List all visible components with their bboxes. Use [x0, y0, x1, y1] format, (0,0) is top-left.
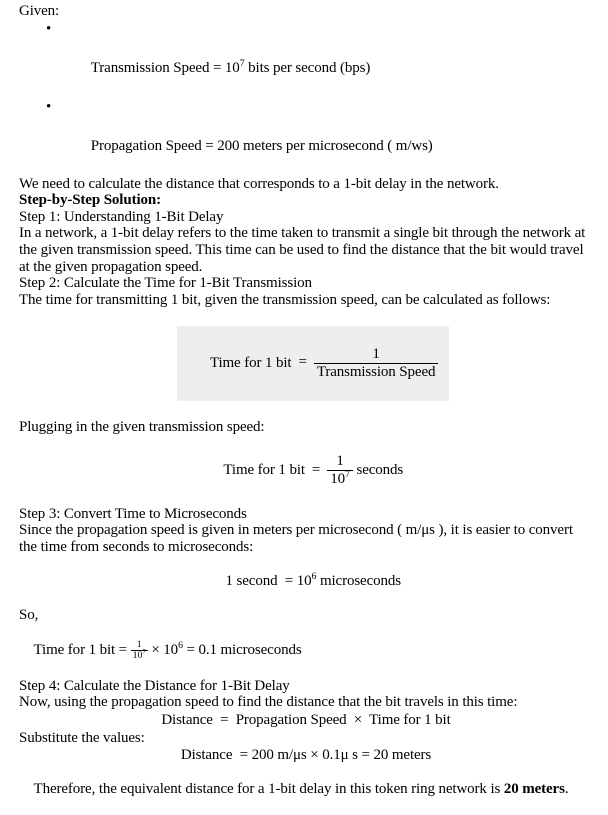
list-item-transmission-speed — [19, 20, 593, 98]
distance-formula: Distance = Propagation Speed × Time for 1 bit — [161, 712, 451, 729]
step1-heading: Step 1: Understanding 1-Bit Delay — [19, 208, 224, 225]
given-list — [19, 20, 593, 176]
exponent: 6 — [178, 640, 183, 652]
step4-body: Now, using the propagation speed to find the distance that the bit travels in this time: — [19, 694, 518, 711]
solution-heading: Step-by-Step Solution: — [19, 192, 161, 209]
fraction — [327, 453, 353, 488]
step2-heading: Step 2: Calculate the Time for 1-Bit Transmission — [19, 275, 312, 292]
fraction-small — [131, 640, 148, 661]
fraction-numerator: 1 — [136, 639, 142, 651]
exponent: 7 — [142, 648, 146, 656]
step3-heading: Step 3: Convert Time to Microseconds — [19, 505, 247, 522]
conversion-pre: 1 second = 10 — [225, 572, 312, 589]
equals-sign: = — [311, 461, 321, 478]
fraction-numerator: 1 — [336, 452, 344, 469]
fraction-numerator: 1 — [372, 345, 380, 362]
equals-sign: = — [298, 354, 307, 371]
plugging-text: Plugging in the given transmission speed: — [19, 418, 265, 435]
bullet-icon: • — [46, 20, 52, 37]
denominator-base: 10 — [330, 470, 346, 487]
intro-text: We need to calculate the distance that corresponds to a 1-bit delay in the network. — [19, 175, 499, 192]
exponent: 6 — [311, 570, 317, 582]
conclusion-post: . — [564, 781, 569, 798]
so-label: So, — [19, 607, 39, 624]
formula-lhs: Time for 1 bit — [209, 354, 292, 371]
given-label: Given: — [19, 3, 60, 19]
transmission-speed-text: Transmission Speed = 10 — [90, 59, 240, 76]
denominator-base: 10 — [132, 650, 143, 662]
conclusion-text — [19, 765, 593, 815]
formula-highlight-box — [177, 326, 449, 401]
distance-calc-equation: Distance = 200 m/μs × 0.1μ s = 20 meters — [180, 747, 432, 764]
time-calc-pre: Time for 1 bit = — [33, 642, 131, 659]
time-calc-mid: × 10 — [147, 642, 179, 659]
conclusion-answer: 20 meters — [503, 781, 565, 798]
exponent: 7 — [239, 57, 245, 69]
exponent: 7 — [345, 468, 350, 480]
conversion-equation — [19, 556, 593, 606]
formula-suffix: seconds — [352, 461, 404, 478]
step3-body: Since the propagation speed is given in meters per microsecond ( m/μs ), it is easier to convert the time from seconds to microseconds: — [19, 522, 577, 555]
conclusion-pre: Therefore, the equivalent distance for a 1-bit delay in this token ring network is — [33, 781, 504, 798]
formula-time-value — [19, 436, 593, 504]
formula-lhs: Time for 1 bit — [223, 461, 305, 478]
fraction-denominator: Transmission Speed — [314, 363, 439, 381]
step4-heading: Step 4: Calculate the Distance for 1-Bit Delay — [19, 677, 290, 694]
time-calc-post: = 0.1 microseconds — [182, 642, 302, 659]
fraction-denominator — [327, 470, 353, 488]
fraction-denominator — [131, 650, 148, 661]
conversion-post: microseconds — [316, 572, 401, 589]
formula-time-per-bit — [19, 309, 593, 417]
list-item-propagation-speed — [19, 98, 593, 176]
transmission-speed-unit: bits per second (bps) — [244, 59, 371, 76]
time-calc-equation — [19, 624, 593, 678]
step1-body: In a network, a 1-bit delay refers to the time taken to transmit a single bit through the network at the given transmission speed. This time can be used to find the distance that the bit would travel at the given propagation speed. — [19, 225, 589, 275]
propagation-speed-text: Propagation Speed = 200 meters per microsecond ( m/ws) — [90, 137, 433, 154]
substitute-text: Substitute the values: — [19, 729, 145, 746]
step2-body: The time for transmitting 1 bit, given the transmission speed, can be calculated as follows: — [19, 291, 551, 308]
fraction — [314, 346, 439, 381]
bullet-icon: • — [46, 98, 52, 115]
